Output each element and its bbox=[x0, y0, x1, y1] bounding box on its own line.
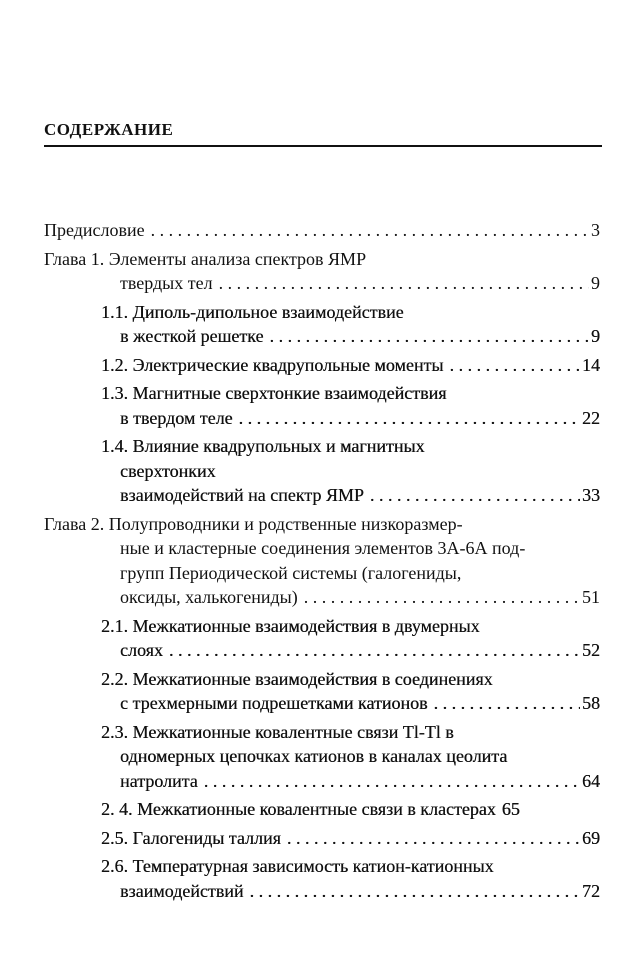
page-number: 9 bbox=[591, 326, 600, 346]
toc-line bbox=[44, 879, 600, 904]
dot-leader bbox=[370, 483, 580, 508]
page-number: 22 bbox=[582, 407, 600, 428]
toc-line bbox=[44, 667, 600, 692]
toc-entry-title: взаимодействий на спектр ЯМР bbox=[120, 485, 364, 505]
toc-entry-title: 2. 4. Межкатионные ковалентные связи в кластерах bbox=[101, 799, 496, 819]
toc-line bbox=[44, 406, 600, 431]
toc-entry-title: одномерных цепочках катионов в каналах цеолита bbox=[120, 746, 508, 766]
toc-entry bbox=[44, 667, 600, 716]
toc-entry-title: 1.3. Магнитные сверхтонкие взаимодействия bbox=[101, 383, 447, 403]
toc-line bbox=[44, 854, 600, 879]
toc-entry bbox=[44, 353, 600, 378]
toc-entry-title: взаимодействий bbox=[120, 880, 244, 901]
toc-entry bbox=[44, 247, 600, 296]
toc-entry-title: натролита bbox=[120, 770, 198, 791]
toc-line bbox=[44, 324, 600, 349]
toc-line bbox=[44, 536, 600, 561]
toc-line bbox=[44, 271, 600, 296]
toc-line bbox=[44, 561, 600, 586]
dot-leader bbox=[239, 406, 580, 431]
toc-entry-title: Глава 1. Элементы анализа спектров ЯМР bbox=[44, 248, 367, 269]
toc-line bbox=[44, 247, 600, 272]
page-number: 9 bbox=[591, 273, 600, 293]
toc-entry bbox=[44, 218, 600, 243]
toc-line bbox=[44, 797, 600, 822]
toc-line bbox=[44, 459, 600, 484]
toc-line bbox=[44, 512, 600, 537]
page-number: 64 bbox=[582, 770, 600, 791]
toc-entry-title: оксиды, халькогениды) bbox=[120, 587, 298, 607]
toc-entry-title: слоях bbox=[120, 640, 163, 660]
toc-entry-title: 2.2. Межкатионные взаимодействия в соединениях bbox=[101, 668, 493, 689]
toc-entry bbox=[44, 797, 600, 822]
toc-entry bbox=[44, 614, 600, 663]
toc-entry-title: групп Периодической системы (галогениды, bbox=[120, 562, 462, 583]
toc-entry-title: сверхтонких bbox=[120, 460, 216, 481]
dot-leader bbox=[219, 271, 589, 296]
toc-line bbox=[44, 769, 600, 794]
toc-entry-title: Предисловие bbox=[44, 220, 145, 240]
toc-entry-title: 2.6. Температурная зависимость катион-катионных bbox=[101, 856, 494, 876]
toc-entry-title: 1.4. Влияние квадрупольных и магнитных bbox=[101, 436, 425, 456]
page-number: 51 bbox=[582, 587, 600, 607]
toc-line bbox=[44, 744, 600, 769]
toc-line bbox=[44, 353, 600, 378]
toc-entry-title: 2.1. Межкатионные взаимодействия в двумерных bbox=[101, 615, 480, 636]
toc-line bbox=[44, 614, 600, 639]
toc-entry-title: с трехмерными подрешетками катионов bbox=[120, 693, 428, 713]
page-number: 52 bbox=[582, 640, 600, 660]
toc-line bbox=[44, 218, 600, 243]
toc-line bbox=[44, 638, 600, 663]
toc-line bbox=[44, 300, 600, 325]
toc-line bbox=[44, 691, 600, 716]
dot-leader bbox=[151, 218, 589, 243]
dot-leader bbox=[169, 638, 580, 663]
table-of-contents bbox=[44, 218, 600, 907]
toc-entry bbox=[44, 854, 600, 903]
page-number: 72 bbox=[582, 880, 600, 901]
dot-leader bbox=[287, 826, 580, 851]
toc-entry bbox=[44, 300, 600, 349]
dot-leader bbox=[204, 769, 580, 794]
toc-entry-title: ные и кластерные соединения элементов 3А-6А под- bbox=[120, 538, 526, 558]
toc-entry-title: твердых тел bbox=[120, 273, 213, 293]
toc-entry bbox=[44, 826, 600, 851]
toc-entry-title: в жесткой решетке bbox=[120, 326, 264, 346]
toc-line bbox=[44, 483, 600, 508]
toc-line bbox=[44, 585, 600, 610]
toc-entry-title: в твердом теле bbox=[120, 407, 233, 428]
page-number: 3 bbox=[591, 220, 600, 240]
toc-entry-title: 2.3. Межкатионные ковалентные связи Tl-Tl в bbox=[101, 721, 454, 742]
toc-entry-title: Глава 2. Полупроводники и родственные низкоразмер- bbox=[44, 513, 463, 534]
toc-entry-title: 2.5. Галогениды таллия bbox=[101, 827, 281, 848]
toc-line bbox=[44, 434, 600, 459]
toc-entry-title: 1.2. Электрические квадрупольные моменты bbox=[101, 354, 444, 375]
toc-entry bbox=[44, 512, 600, 610]
page-number: 69 bbox=[582, 827, 600, 848]
toc-entry bbox=[44, 434, 600, 508]
page-number: 14 bbox=[582, 354, 600, 375]
page-number: 58 bbox=[582, 693, 600, 713]
toc-entry-title: 1.1. Диполь-дипольное взаимодействие bbox=[101, 301, 404, 322]
page-title: СОДЕРЖАНИЕ bbox=[44, 120, 174, 139]
dot-leader bbox=[250, 879, 580, 904]
toc-line bbox=[44, 826, 600, 851]
title-rule bbox=[44, 145, 602, 147]
toc-entry bbox=[44, 381, 600, 430]
dot-leader bbox=[304, 585, 580, 610]
dot-leader bbox=[434, 691, 580, 716]
dot-leader bbox=[269, 324, 589, 349]
toc-entry bbox=[44, 720, 600, 794]
toc-line bbox=[44, 381, 600, 406]
toc-line bbox=[44, 720, 600, 745]
page-number: 33 bbox=[582, 485, 600, 505]
dot-leader bbox=[449, 353, 580, 378]
page-number: 65 bbox=[501, 799, 520, 819]
